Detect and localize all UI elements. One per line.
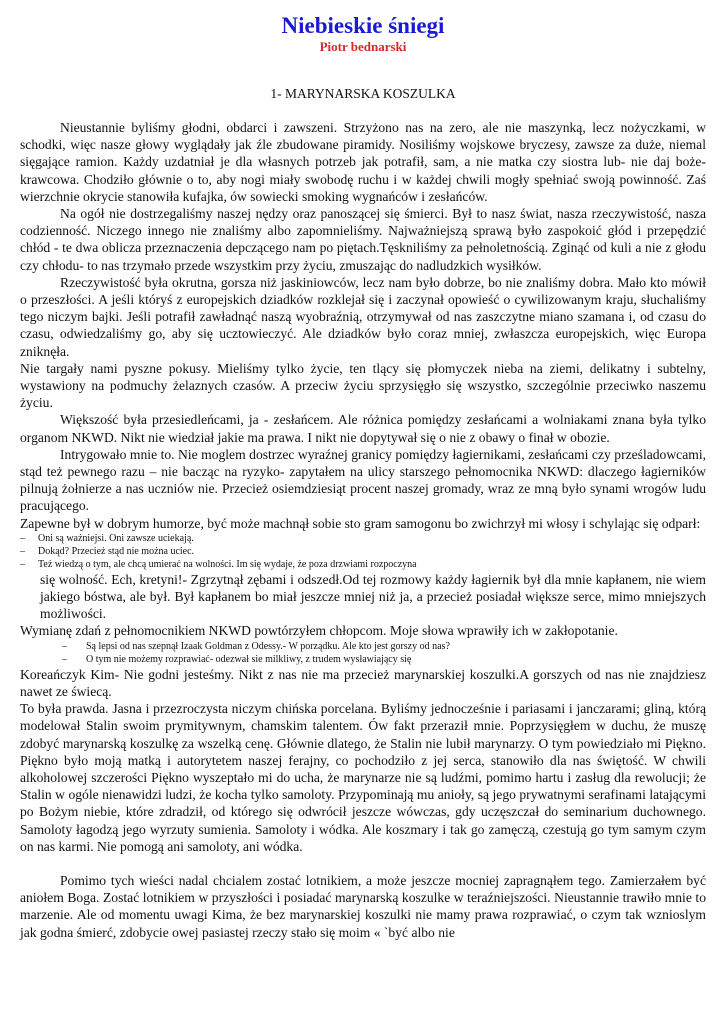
document-author: Piotr bednarski <box>319 39 407 54</box>
paragraph: To była prawda. Jasna i przezroczysta niczym chińska porcelana. Byliśmy jednocześnie i pariasami i janczarami; gliną, którą modelował Stalin swoim prymitywnym, chamskim talentem. Ów fakt przeraził mnie. Poprzysięgłem w duchu, że muszę zdobyć marynarską koszulkę za wszelką cenę. Głównie dlatego, że Stalin nie lubił marynarzy. O tym powiedziało mi Piękno. Piękno było moją matką i autorytetem naszej ferajny, co pochodziło z jej serca, stanowiło dla nas świętość. W chwili alkoholowej szczerości Piękno wyszeptało mi do ucha, że marynarze nie są ludźmi, pomimo hartu i zasług dla rewolucji; że Stalin w ogóle nienawidzi ludzi, że kocha tylko samoloty. Przypominają mu anioły, są jego prywatnymi serafinami latającymi po Bożym niebie, które zdradził, od którego się odwrócił jeszcze wówczas, gdy uczęszczał do seminarium duchownego. Samoloty łagodzą jego wyrzuty sumienia. Samoloty i wódka. Ale koszmary i tak go zamęczą, czestują go tym samym czym on nas karmi. Nie pomogą ani samoloty, ani wódka. <box>20 701 706 854</box>
paragraph: Większość była przesiedleńcami, ja - zesłańcem. Ale różnica pomiędzy zesłańcami a wolniakami znana była tylko organom NKWD. Nikt nie wiedział jakie ma prawa. I nikt nie dopytywał się o nie z obawy o finał w obozie. <box>20 412 706 445</box>
paragraph: się wolność. Ech, kretyni!- Zgrzytnął zębami i odszedł.Od tej rozmowy każdy łagiernik był dla mnie kapłanem, nie wiem jakiego bóstwa, ale był. Był kapłanem bo miał jeszcze mniej niż ja, a przecież posiadał większe serce, mimo mniejszych możliwości. <box>40 571 706 622</box>
paragraph: Wymianę zdań z pełnomocnikiem NKWD powtórzyłem chłopcom. Moje słowa wprawiły ich w zakłopotanie. <box>20 623 618 639</box>
paragraph: Koreańczyk Kim- Nie godni jesteśmy. Nikt z nas nie ma przecież marynarskiej koszulki.A gorszych od nas nie znajdziesz nawet ze świecą. <box>20 666 706 699</box>
dialogue-text: O tym nie możemy rozprawiać- odezwał sie milkliwy, z trudem wysławiający się <box>86 653 412 665</box>
paragraph: Nie targały nami pyszne pokusy. Mieliśmy tylko życie, ten tlący się płomyczek nieba na ziemi, delikatny i subtelny, wystawiony na podmuchy żelaznych czasów. A przeciw życiu sprzysięgło się wszystko, szczególnie przeciwko naszemu życiu. <box>20 360 706 411</box>
dash-marker: – <box>20 532 25 544</box>
paragraph: Zapewne był w dobrym humorze, być może machnął sobie sto gram samogonu bo zwichrzył mi włosy i schylając się odparł: <box>20 515 701 531</box>
dialogue-line <box>20 532 706 545</box>
paragraph: Nieustannie byliśmy głodni, obdarci i zawszeni. Strzyżono nas na zero, ale nie maszynką, lecz nożyczkami, w schodki, więc nasze głowy wyglądały jak źle zbudowane piramidy. Nosiliśmy wojskowe bryczesy, zawsze za duże, niemal sięgające ramion. Każdy uzdatniał je dla własnych potrzeb jak potrafił, sam, a nie matka czy siostra lub- nie daj boże- krawcowa. Chodziło głównie o to, aby nogi miały swobodę ruchu i w każdej chwili mogły spełniać swoją powinność. Zaś wierzchnie okrycie stanowiła kufajka, ów sowiecki smoking wygnańców i zesłańców. <box>20 120 706 204</box>
paragraph: Rzeczywistość była okrutna, gorsza niż jaskiniowców, lecz nam było dobrze, bo nie znaliśmy dobra. Mało kto mówił o przeszłości. A jeśli któryś z europejskich dziadków rozklejał się i zaczynał opowieść o cywilizowanym kraju, słuchaliśmy tego niczym bajki. Jeśli potrafił zawładnąć naszą wyobraźnią, otrzymywał od nas zaszczytne miano szamana i, od czasu do czasu, odwiedzaliśmy go, aby się ucztowieczyć. Ale dziadków było coraz mniej, zwłaszcza europejskich, więc Europa zniknęła. <box>20 274 706 359</box>
paragraph-gap <box>20 855 706 872</box>
chapter-heading: 1- MARYNARSKA KOSZULKA <box>270 86 456 101</box>
dialogue-text: Oni są ważniejsi. Oni zawsze uciekają. <box>38 532 194 544</box>
dash-marker: – <box>62 640 67 652</box>
dialogue-text: Są lepsi od nas szepnął Izaak Goldman z Odessy.- W porządku. Ale kto jest gorszy od nas? <box>86 640 450 652</box>
paragraph: Na ogół nie dostrzegaliśmy naszej nędzy oraz panoszącej się śmierci. Był to nasz świat, nasza rzeczywistość, nasza codzienność. Niczego innego nie znaliśmy albo zapomnieliśmy. Najważniejszą sprawą było zaspokoić głód i przepędzić chłód - te dwa oblicza przeznaczenia depczącego nam po piętach.Tęskniliśmy za pełnoletnością. Zginąć od kuli a nie z głodu czy chłodu- to nas trzymało przede wszystkim przy życiu, zmuszając do nadludzkich wysiłków. <box>20 206 706 273</box>
dialogue-text: Też wiedzą o tym, ale chcą umierać na wolności. Im się wydaje, że poza drzwiami rozpoczyna <box>38 558 417 570</box>
dash-marker: – <box>20 545 25 557</box>
dialogue-line <box>20 653 706 666</box>
dialogue-line <box>20 545 706 558</box>
paragraph: Pomimo tych wieści nadal chcialem zostać lotnikiem, a może jeszcze mocniej zapragnąłem tego. Zamierzałem być aniołem Boga. Zostać lotnikiem w przyszłości i posiadać marynarską koszulke w teraźniejszości. Nieustannie trawiło mnie to marzenie. Ale od momentu uwagi Kima, że bez marynarskiej koszulki nie mamy prawa rozprawiać, o czym tak wznioslym jak godna śmierć, zdobycie owej pasiastej rzeczy stało się moim « `być albo nie <box>20 872 706 940</box>
dialogue-line <box>20 640 706 653</box>
paragraph: Intrygowało mnie to. Nie moglem dostrzec wyraźnej granicy pomiędzy łagiernikami, zesłańcami czy prześladowcami, stąd też pewnego razu – nie bacząc na ryzyko- zapytałem na ulicy starszego pełnomocnika NKWD: dlaczego łagierników pilnują żołnierze a nas uczniów nie. Przecież osiemdziesiąt procent naszej gromady, wraz ze mną było synami wrogów ludu pracującego. <box>20 446 706 514</box>
dash-marker: – <box>20 558 25 570</box>
document-body <box>20 119 706 941</box>
document-title: Niebieskie śniegi <box>281 13 445 38</box>
dialogue-text: Dokąd? Przecież stąd nie można uciec. <box>38 545 195 557</box>
dash-marker: – <box>62 653 67 665</box>
dialogue-line <box>20 558 706 571</box>
